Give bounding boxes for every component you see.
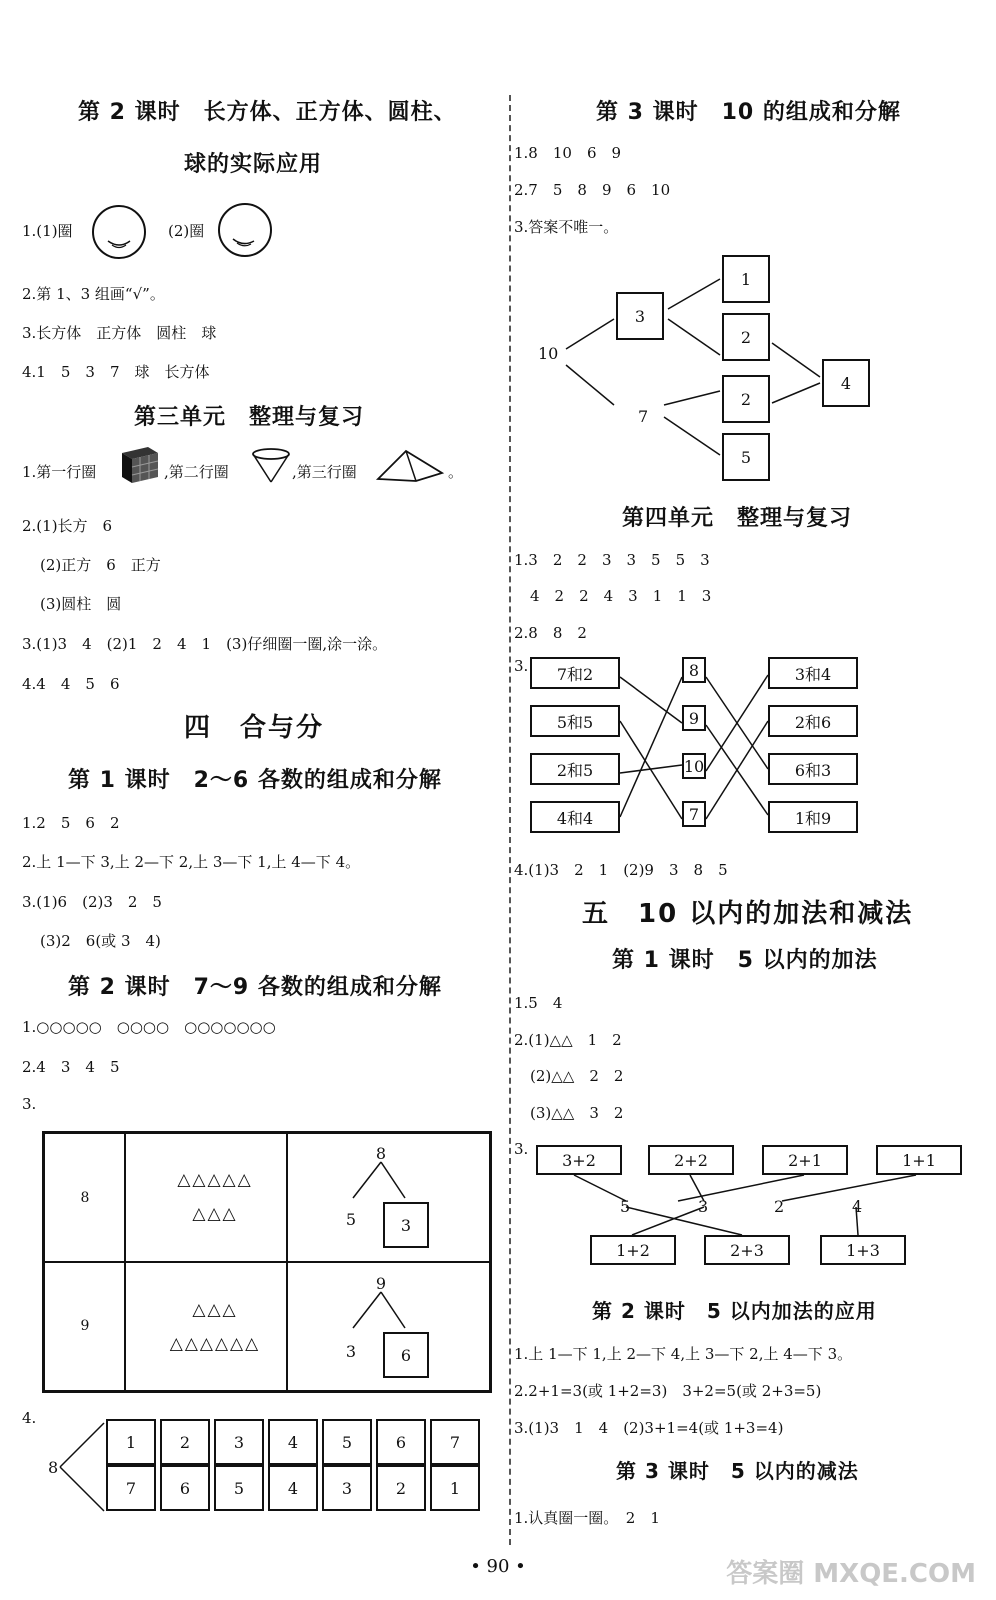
split-box-top: 6: [376, 1419, 426, 1465]
answer-line: 4.: [22, 1409, 37, 1427]
lesson-title: 第 1 课时 5 以内的加法: [612, 948, 878, 973]
addition-result: 3: [698, 1197, 709, 1216]
answer-line: 3.(1)3 1 4 (2)3+1=4(或 1+3=4): [514, 1419, 784, 1437]
addition-result: 2: [774, 1197, 785, 1216]
split-box-bottom: 1: [430, 1465, 480, 1511]
answer-line: 1.第一行圈: [22, 463, 97, 481]
split-box-bottom: 3: [322, 1465, 372, 1511]
tree-node: 7: [638, 407, 649, 426]
answer-line: 3.(1)3 4 (2)1 2 4 1 (3)仔细圈一圈,涂一涂。: [22, 635, 388, 653]
answer-line: 3.答案不唯一。: [514, 218, 619, 236]
chapter-title: 四 合与分: [184, 713, 325, 743]
table-triangles: △△△△△: [177, 1170, 253, 1190]
right-column: [514, 95, 982, 1545]
answer-line: ,第三行圈: [292, 463, 357, 481]
answer-line: 4.(1)3 2 1 (2)9 3 8 5: [514, 861, 728, 879]
column-divider: [509, 95, 511, 1545]
answer-line: 3.(1)6 (2)3 2 5: [22, 893, 162, 911]
table-triangles: △△△△△△: [169, 1334, 261, 1354]
table-triangles: △△△: [192, 1300, 238, 1320]
answer-line: 2.4 3 4 5: [22, 1058, 120, 1076]
split-box-top: 5: [322, 1419, 372, 1465]
answer-line: (3)2 6(或 3 4): [40, 932, 161, 950]
table-triangles: △△△: [192, 1204, 238, 1224]
match-box-right: 6和3: [768, 753, 858, 785]
answer-line: 2.第 1、3 组画“√”。: [22, 285, 165, 303]
addition-box-top: 1+1: [876, 1145, 962, 1175]
split-box-bottom: 5: [214, 1465, 264, 1511]
answer-line: (2)正方 6 正方: [40, 556, 161, 574]
lesson-title: 第 3 课时 10 的组成和分解: [596, 100, 901, 125]
answer-line: 2.(1)△△ 1 2: [514, 1031, 622, 1049]
addition-box-top: 2+2: [648, 1145, 734, 1175]
match-box-left: 4和4: [530, 801, 620, 833]
split-box-bottom: 4: [268, 1465, 318, 1511]
answer-line: 1.○○○○○ ○○○○ ○○○○○○○: [22, 1018, 276, 1036]
table-cell: 8: [80, 1190, 90, 1206]
match-box-mid: 8: [682, 657, 706, 683]
answer-line: 2.8 8 2: [514, 624, 587, 642]
answer-line: 3.: [514, 657, 529, 675]
page-number: • 90 •: [470, 1556, 526, 1577]
cone-icon: [250, 447, 292, 485]
answer-line: 1.2 5 6 2: [22, 814, 120, 832]
split-box-top: 2: [160, 1419, 210, 1465]
split-root: 8: [48, 1458, 59, 1477]
watermark-logo: 答案圈 MXQE.COM: [726, 1559, 976, 1589]
match-box-mid: 7: [682, 801, 706, 827]
split-box-top: 1: [106, 1419, 156, 1465]
tree-box: 1: [722, 255, 770, 303]
answer-box: 3: [383, 1202, 429, 1248]
answer-line: 4.4 4 5 6: [22, 675, 120, 693]
tree-box: 2: [722, 375, 770, 423]
answer-line: 2.上 1—下 3,上 2—下 2,上 3—下 1,上 4—下 4。: [22, 853, 361, 871]
tree-root: 10: [538, 344, 559, 363]
match-box-right: 1和9: [768, 801, 858, 833]
lesson-title: 第 2 课时 5 以内加法的应用: [592, 1299, 877, 1323]
addition-box-bottom: 1+3: [820, 1235, 906, 1265]
addition-box-bottom: 1+2: [590, 1235, 676, 1265]
circle-icon: [216, 201, 274, 259]
cube-icon: [118, 443, 162, 485]
triangular-prism-icon: [376, 447, 446, 483]
answer-line: 。: [448, 463, 464, 481]
answer-line: 1.认真圈一圈。 2 1: [514, 1509, 660, 1527]
left-column: [22, 95, 492, 1545]
tree-box: 5: [722, 433, 770, 481]
answer-line: ,第二行圈: [164, 463, 229, 481]
answer-line: 4.1 5 3 7 球 长方体: [22, 363, 210, 381]
match-box-left: 2和5: [530, 753, 620, 785]
tree-left: 5: [345, 1210, 357, 1229]
answer-line: 4 2 2 4 3 1 1 3: [530, 587, 712, 605]
circle-icon: [90, 203, 148, 261]
split-box-bottom: 6: [160, 1465, 210, 1511]
answer-line: 1.(1)圈: [22, 222, 73, 240]
answer-line: (2)△△ 2 2: [530, 1067, 624, 1085]
split-box-top: 7: [430, 1419, 480, 1465]
split-box-bottom: 7: [106, 1465, 156, 1511]
match-box-left: 7和2: [530, 657, 620, 689]
match-box-mid: 10: [682, 753, 706, 779]
answer-line: 3.: [514, 1140, 529, 1158]
addition-box-top: 2+1: [762, 1145, 848, 1175]
split-box-top: 3: [214, 1419, 264, 1465]
answer-line: 1.5 4: [514, 994, 563, 1012]
answer-line: 1.8 10 6 9: [514, 144, 622, 162]
answer-line: 1.上 1—下 1,上 2—下 4,上 3—下 2,上 4—下 3。: [514, 1345, 853, 1363]
addition-box-bottom: 2+3: [704, 1235, 790, 1265]
answer-line: (3)△△ 3 2: [530, 1104, 624, 1122]
addition-result: 4: [852, 1197, 863, 1216]
split-box-bottom: 2: [376, 1465, 426, 1511]
answer-line: 2.2+1=3(或 1+2=3) 3+2=5(或 2+3=5): [514, 1382, 822, 1400]
tree-top: 8: [375, 1144, 387, 1163]
split-box-top: 4: [268, 1419, 318, 1465]
addition-result: 5: [620, 1197, 631, 1216]
match-box-mid: 9: [682, 705, 706, 731]
match-box-right: 2和6: [768, 705, 858, 737]
lesson-title: 第 2 课时 长方体、正方体、圆柱、: [78, 100, 457, 125]
lesson-title-cont: 球的实际应用: [184, 152, 323, 177]
lesson-title: 第 3 课时 5 以内的减法: [616, 1459, 859, 1483]
answer-line: (3)圆柱 圆: [40, 595, 122, 613]
match-box-left: 5和5: [530, 705, 620, 737]
lesson-title: 第 2 课时 7～9 各数的组成和分解: [68, 975, 442, 1000]
unit-title: 第三单元 整理与复习: [134, 405, 365, 430]
composition-table: [42, 1131, 492, 1393]
addition-box-top: 3+2: [536, 1145, 622, 1175]
answer-line: 1.3 2 2 3 3 5 5 3: [514, 551, 710, 569]
tree-top: 9: [375, 1274, 387, 1293]
unit-title: 第四单元 整理与复习: [622, 506, 853, 531]
answer-box: 6: [383, 1332, 429, 1378]
chapter-title: 五 10 以内的加法和减法: [582, 899, 914, 929]
tree-box: 2: [722, 313, 770, 361]
answer-line: 3.: [22, 1095, 37, 1113]
answer-line: (2)圈: [168, 222, 205, 240]
table-cell: 9: [80, 1318, 90, 1334]
match-box-right: 3和4: [768, 657, 858, 689]
answer-line: 2.7 5 8 9 6 10: [514, 181, 671, 199]
lesson-title: 第 1 课时 2～6 各数的组成和分解: [68, 768, 442, 793]
answer-line: 3.长方体 正方体 圆柱 球: [22, 324, 217, 342]
tree-left: 3: [345, 1342, 357, 1361]
tree-box: 3: [616, 292, 664, 340]
answer-line: 2.(1)长方 6: [22, 517, 113, 535]
tree-box: 4: [822, 359, 870, 407]
